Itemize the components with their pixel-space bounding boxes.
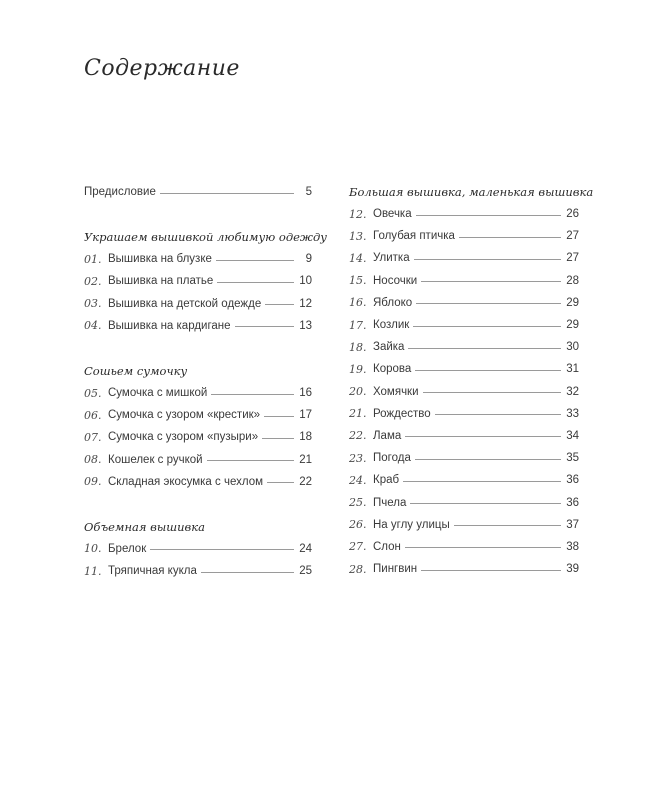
toc-entry-number: 03. <box>84 297 102 311</box>
toc-entry-number: 10. <box>84 542 102 556</box>
toc-entry-label: Кошелек с ручкой <box>108 453 203 466</box>
dotted-leader <box>217 282 294 283</box>
toc-entry-page: 35 <box>566 452 579 465</box>
toc-entry-page: 5 <box>305 186 312 199</box>
toc-entry-page: 29 <box>566 296 579 309</box>
dotted-leader <box>421 570 561 571</box>
dotted-leader <box>207 460 294 461</box>
toc-entry-number: 18. <box>349 340 367 354</box>
toc-entry-number: 04. <box>84 319 102 333</box>
toc-entry-page: 33 <box>566 407 579 420</box>
toc-entry-label: Вышивка на кардигане <box>108 319 231 332</box>
toc-entry-label: Погода <box>373 452 411 465</box>
toc-entry-page: 27 <box>566 230 579 243</box>
dotted-leader <box>264 416 294 417</box>
toc-entry-label: Овечка <box>373 208 412 221</box>
toc-entry-label: Брелок <box>108 542 147 555</box>
toc-entry-number: 25. <box>349 496 367 510</box>
toc-entry-number: 01. <box>84 252 102 266</box>
toc-entry-label: Корова <box>373 363 412 376</box>
toc-entry-page: 28 <box>566 274 579 287</box>
toc-entry-number: 22. <box>349 429 367 443</box>
toc-entry-label: Слон <box>373 540 401 553</box>
dotted-leader <box>408 348 561 349</box>
toc-entry-label: На углу улицы <box>373 518 450 531</box>
dotted-leader <box>235 326 294 327</box>
toc-entry-label: Складная экосумка с чехлом <box>108 475 263 488</box>
toc-entry-label: Яблоко <box>373 296 413 309</box>
toc-entry-label: Пчела <box>373 496 407 509</box>
dotted-leader <box>160 193 294 194</box>
toc-entry-number: 12. <box>349 207 367 221</box>
toc-entry-label: Рождество <box>373 407 431 420</box>
dotted-leader <box>454 525 561 526</box>
toc-entry[interactable] <box>84 270 312 292</box>
toc-entry-number: 19. <box>349 362 367 376</box>
toc-entry[interactable] <box>349 381 579 403</box>
toc-entry-label: Зайка <box>373 341 405 354</box>
toc-entry-label: Голубая птичка <box>373 230 455 243</box>
toc-entry[interactable] <box>349 514 579 536</box>
toc-entry-label: Лама <box>373 429 402 442</box>
toc-entry[interactable] <box>349 203 579 225</box>
toc-entry[interactable] <box>84 382 312 404</box>
toc-left-column <box>84 181 327 582</box>
toc-entry-number: 11. <box>84 564 102 578</box>
toc-entry[interactable] <box>84 538 312 560</box>
toc-entry-number: 16. <box>349 296 367 310</box>
toc-entry-number: 09. <box>84 475 102 489</box>
toc-entry-number: 28. <box>349 562 367 576</box>
toc-entry-number: 07. <box>84 430 102 444</box>
toc-entry[interactable] <box>84 560 312 582</box>
toc-entry-page: 18 <box>299 431 312 444</box>
toc-entry-page: 24 <box>299 542 312 555</box>
toc-entry[interactable] <box>349 314 579 336</box>
toc-entry-page: 36 <box>566 496 579 509</box>
toc-entry-label: Пингвин <box>373 563 418 576</box>
toc-entry-number: 24. <box>349 473 367 487</box>
toc-entry[interactable] <box>349 558 579 580</box>
toc-entry[interactable] <box>349 536 579 558</box>
toc-entry-page: 26 <box>566 208 579 221</box>
toc-entry-number: 20. <box>349 385 367 399</box>
toc-entry-number: 17. <box>349 318 367 332</box>
toc-entry-label: Сумочка с узором «крестик» <box>108 409 261 422</box>
toc-entry-label: Тряпичная кукла <box>108 565 197 578</box>
section-title: Украшаем вышивкой любимую одежду <box>84 230 327 245</box>
toc-entry[interactable] <box>84 471 312 493</box>
toc-entry[interactable] <box>349 425 579 447</box>
toc-entry-number: 14. <box>349 251 367 265</box>
toc-entry-number: 26. <box>349 518 367 532</box>
dotted-leader <box>211 394 294 395</box>
toc-entry[interactable] <box>349 491 579 513</box>
toc-right-column <box>349 181 594 580</box>
toc-entry[interactable] <box>349 225 579 247</box>
toc-entry[interactable] <box>349 292 579 314</box>
toc-entry-page: 12 <box>299 297 312 310</box>
toc-entry-label: Козлик <box>373 319 410 332</box>
toc-entry-number: 15. <box>349 274 367 288</box>
toc-entry[interactable] <box>349 403 579 425</box>
dotted-leader <box>413 326 561 327</box>
spacer <box>84 493 312 516</box>
dotted-leader <box>201 572 294 573</box>
toc-entry-page: 34 <box>566 429 579 442</box>
spacer <box>84 203 312 226</box>
dotted-leader <box>414 259 561 260</box>
toc-entry-page: 21 <box>299 453 312 466</box>
dotted-leader <box>216 260 294 261</box>
toc-entry-number: 06. <box>84 408 102 422</box>
dotted-leader <box>459 237 561 238</box>
toc-entry-label: Сумочка с мишкой <box>108 387 208 400</box>
toc-entry-preface[interactable] <box>84 181 312 203</box>
dotted-leader <box>416 215 561 216</box>
dotted-leader <box>403 481 561 482</box>
dotted-leader <box>415 370 561 371</box>
dotted-leader <box>150 549 294 550</box>
toc-entry-label: Сумочка с узором «пузыри» <box>108 431 259 444</box>
toc-entry-number: 27. <box>349 540 367 554</box>
dotted-leader <box>410 503 561 504</box>
toc-entry[interactable] <box>349 270 579 292</box>
dotted-leader <box>435 414 561 415</box>
toc-entry-page: 39 <box>566 563 579 576</box>
dotted-leader <box>423 392 561 393</box>
toc-entry-page: 37 <box>566 518 579 531</box>
toc-entry[interactable] <box>349 469 579 491</box>
toc-entry[interactable] <box>84 404 312 426</box>
toc-entry-page: 38 <box>566 540 579 553</box>
toc-entry[interactable] <box>84 293 312 315</box>
dotted-leader <box>415 459 561 460</box>
toc-entry[interactable] <box>349 336 579 358</box>
toc-entry[interactable] <box>349 247 579 269</box>
section-title: Объемная вышивка <box>84 519 205 534</box>
toc-entry-number: 05. <box>84 386 102 400</box>
toc-entry-page: 10 <box>299 275 312 288</box>
dotted-leader <box>421 281 561 282</box>
toc-entry-page: 36 <box>566 474 579 487</box>
toc-entry-page: 30 <box>566 341 579 354</box>
toc-entry-page: 13 <box>299 319 312 332</box>
dotted-leader <box>416 303 561 304</box>
page-title: Содержание <box>84 56 240 81</box>
toc-entry[interactable] <box>84 449 312 471</box>
toc-entry-page: 31 <box>566 363 579 376</box>
section-title: Большая вышивка, маленькая вышивка <box>349 185 594 199</box>
toc-entry-page: 16 <box>299 387 312 400</box>
toc-entry[interactable] <box>349 447 579 469</box>
dotted-leader <box>405 436 561 437</box>
toc-entry[interactable] <box>349 358 579 380</box>
toc-entry-label: Краб <box>373 474 400 487</box>
dotted-leader <box>405 547 561 548</box>
toc-entry-label: Предисловие <box>84 186 156 199</box>
dotted-leader <box>267 482 294 483</box>
section-title: Сошьем сумочку <box>84 363 188 378</box>
toc-entry-number: 13. <box>349 229 367 243</box>
toc-entry-number: 21. <box>349 407 367 421</box>
dotted-leader <box>262 438 294 439</box>
toc-entry-page: 9 <box>305 253 312 266</box>
toc-entry-page: 17 <box>299 409 312 422</box>
toc-entry-label: Хомячки <box>373 385 419 398</box>
toc-entry-number: 08. <box>84 453 102 467</box>
toc-entry-page: 29 <box>566 319 579 332</box>
spacer <box>84 337 312 360</box>
toc-entry-label: Вышивка на платье <box>108 275 214 288</box>
dotted-leader <box>265 304 294 305</box>
toc-entry-number: 02. <box>84 274 102 288</box>
toc-entry-page: 32 <box>566 385 579 398</box>
toc-entry-label: Носочки <box>373 274 418 287</box>
toc-entry[interactable] <box>84 315 312 337</box>
toc-entry-label: Вышивка на блузке <box>108 253 212 266</box>
toc-entry-page: 25 <box>299 565 312 578</box>
toc-entry-page: 22 <box>299 475 312 488</box>
toc-entry-label: Вышивка на детской одежде <box>108 297 262 310</box>
toc-entry[interactable] <box>84 426 312 448</box>
toc-entry[interactable] <box>84 248 312 270</box>
toc-entry-label: Улитка <box>373 252 410 265</box>
toc-entry-page: 27 <box>566 252 579 265</box>
toc-entry-number: 23. <box>349 451 367 465</box>
